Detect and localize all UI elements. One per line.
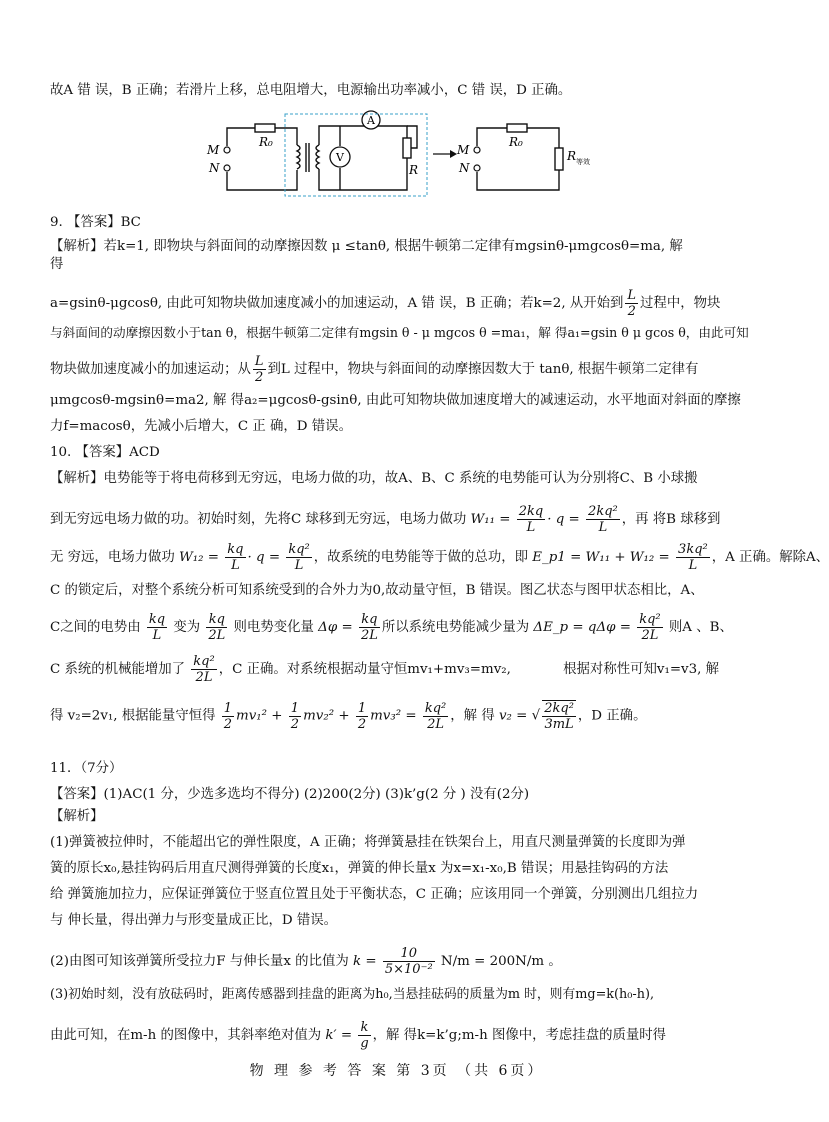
terminal-n-left: N: [209, 161, 220, 175]
resistor-req-label: R: [567, 149, 577, 163]
page-footer: 物 理 参 考 答 案 第 3页 （共 6页）: [249, 1063, 545, 1079]
terminal-m-right: M: [457, 143, 470, 157]
q9-line: 与斜面间的动摩擦因数小于tan θ，根据牛顿第二定律有mgsin θ - μ mgcos θ =ma₁，解 得a₁=gsin θ μ gcos θ，由此可知: [50, 325, 749, 340]
q9-line: 得: [50, 257, 64, 272]
q11-line: (3)初始时刻，没有放砝码时，距离传感器到挂盘的距离为h₀,当悬挂砝码的质量为m 时，则有mg=k(h₀-h),: [50, 987, 655, 1002]
q11-jiexi: 【解析】: [50, 809, 104, 824]
terminal-m-left: M: [207, 143, 220, 157]
q11-head: 11．（7分）: [50, 761, 123, 776]
fraction-l-over-2: $\frac{L}{2}$: [627, 288, 637, 319]
q11-line: 由此可知，在m-h 的图像中，其斜率绝对值为 k′ = $\frac{k}{g}$ ，解 得k=k’g;m-h 图像中，考虑挂盘的质量时得: [50, 1020, 667, 1051]
resistor-r-label: R: [409, 163, 419, 177]
q10-line: 得 v₂=2v₁, 根据能量守恒得 $\frac{1}{2}$ mv₁² + $\frac{1}{2}$ mv₂² + $\frac{1}{2}$ mv₃² = $\frac{\text{kq²}}{2L}$ ，解 得 v₂ = √ $\frac{\text{2kq²}}{3mL}$ ，D 正确。: [50, 700, 647, 732]
q9-answer: 9. 【答案】BC: [50, 215, 141, 230]
resistor-r0-left-label: R₀: [259, 135, 273, 149]
terminal-n-right: N: [459, 161, 470, 175]
resistor-r0-right-label: R₀: [509, 135, 523, 149]
q10-line: 【解析】电势能等于将电荷移到无穷远，电场力做的功，故A、B、C 系统的电势能可认为分别将C、B 小球搬: [50, 471, 698, 486]
circuit-diagram: [195, 110, 590, 200]
q11-line: 与 伸长量，得出弹力与形变量成正比，D 错误。: [50, 913, 338, 928]
q11-line: 簧的原长x₀,悬挂钩码后用直尺测得弹簧的长度x₁，弹簧的伸长量x 为x=x₁-x₀,B 错误；用悬挂钩码的方法: [50, 861, 669, 876]
square-root: √ $\frac{\text{2kq²}}{3mL}$: [531, 701, 574, 732]
q9-line: 【解析】若k=1, 即物块与斜面间的动摩擦因数 μ ≤tanθ, 根据牛顿第二定律有mgsinθ-μmgcosθ=ma, 解: [50, 239, 683, 254]
fraction-l-over-2: $\frac{L}{2}$: [254, 354, 264, 385]
q10-line: 无 穷远，电场力做功 W₁₂ = $\frac{kq}{L}$ · q = $\frac{\text{kq²}}{L}$ ，故系统的电势能等于做的总功，即 E_p1 = W₁₁ + W₁₂ = $\frac{\text{3kq²}}{L}$ ，A 正确。解除A、: [50, 542, 829, 573]
q10-line: C 的锁定后，对整个系统分析可知系统受到的合外力为0,故动量守恒，B 错误。图乙状态与图甲状态相比，A、: [50, 583, 704, 598]
q10-answer: 10. 【答案】ACD: [50, 445, 160, 460]
resistor-req-subscript: 等效: [576, 158, 590, 166]
ammeter-label: A: [367, 114, 375, 127]
q10-line: 到无穷远电场力做的功。初始时刻，先将C 球移到无穷远，电场力做功 W₁₁ = $\frac{2kq}{L}$ · q = $\frac{\text{2kq²}}{L}$ ，再 将B 球移到: [50, 504, 721, 535]
q11-line: (1)弹簧被拉伸时，不能超出它的弹性限度，A 正确；将弹簧悬挂在铁架台上，用直尺测量弹簧的长度即为弹: [50, 835, 686, 850]
q9-line: 物块做加速度减小的加速运动；从 $\frac{L}{2}$ 到L 过程中，物块与斜面间的动摩擦因数大于 tanθ, 根据牛顿第二定律有: [50, 354, 699, 385]
q11-answer: 【答案】(1)AC(1 分，少选多选均不得分) (2)200(2分) (3)k’g(2 分 ) 没有(2分): [50, 787, 530, 802]
q11-line: 给 弹簧施加拉力，应保证弹簧位于竖直位置且处于平衡状态，C 正确；应该用同一个弹簧，分别测出几组拉力: [50, 887, 699, 902]
voltmeter-label: V: [336, 151, 344, 164]
q9-line: μmgcosθ-mgsinθ=ma2, 解 得a₂=μgcosθ-gsinθ, 由此可知物块做加速度增大的减速运动，水平地面对斜面的摩擦: [50, 393, 741, 408]
q9-line: 力f=macosθ，先减小后增大，C 正 确，D 错误。: [50, 419, 352, 434]
q9-line: a=gsinθ-μgcosθ, 由此可知物块做加速度减小的加速运动，A 错 误，B 正确；若k=2, 从开始到 $\frac{L}{2}$ 过程中，物块: [50, 288, 721, 319]
text-line: 故A 错 误，B 正确；若滑片上移，总电阻增大，电源输出功率减小，C 错 误，D 正确。: [50, 83, 572, 98]
q11-line: (2)由图可知该弹簧所受拉力F 与伸长量x 的比值为 k = $\frac{10}{\text{5×10⁻²}}$ N/m = 200N/m 。: [50, 946, 562, 977]
q10-line: C之间的电势由 $\frac{kq}{L}$ 变为 $\frac{kq}{2L}$ 则电势变化量 Δφ = $\frac{kq}{2L}$ 所以系统电势能减少量为 ΔE_p = qΔφ = $\frac{\text{kq²}}{2L}$ 则A 、B、: [50, 612, 733, 643]
q10-line: C 系统的机械能增加了 $\frac{\text{kq²}}{2L}$ ，C 正确。对系统根据动量守恒mv₁+mv₃=mv₂, 根据对称性可知v₁=v3, 解: [50, 654, 720, 685]
